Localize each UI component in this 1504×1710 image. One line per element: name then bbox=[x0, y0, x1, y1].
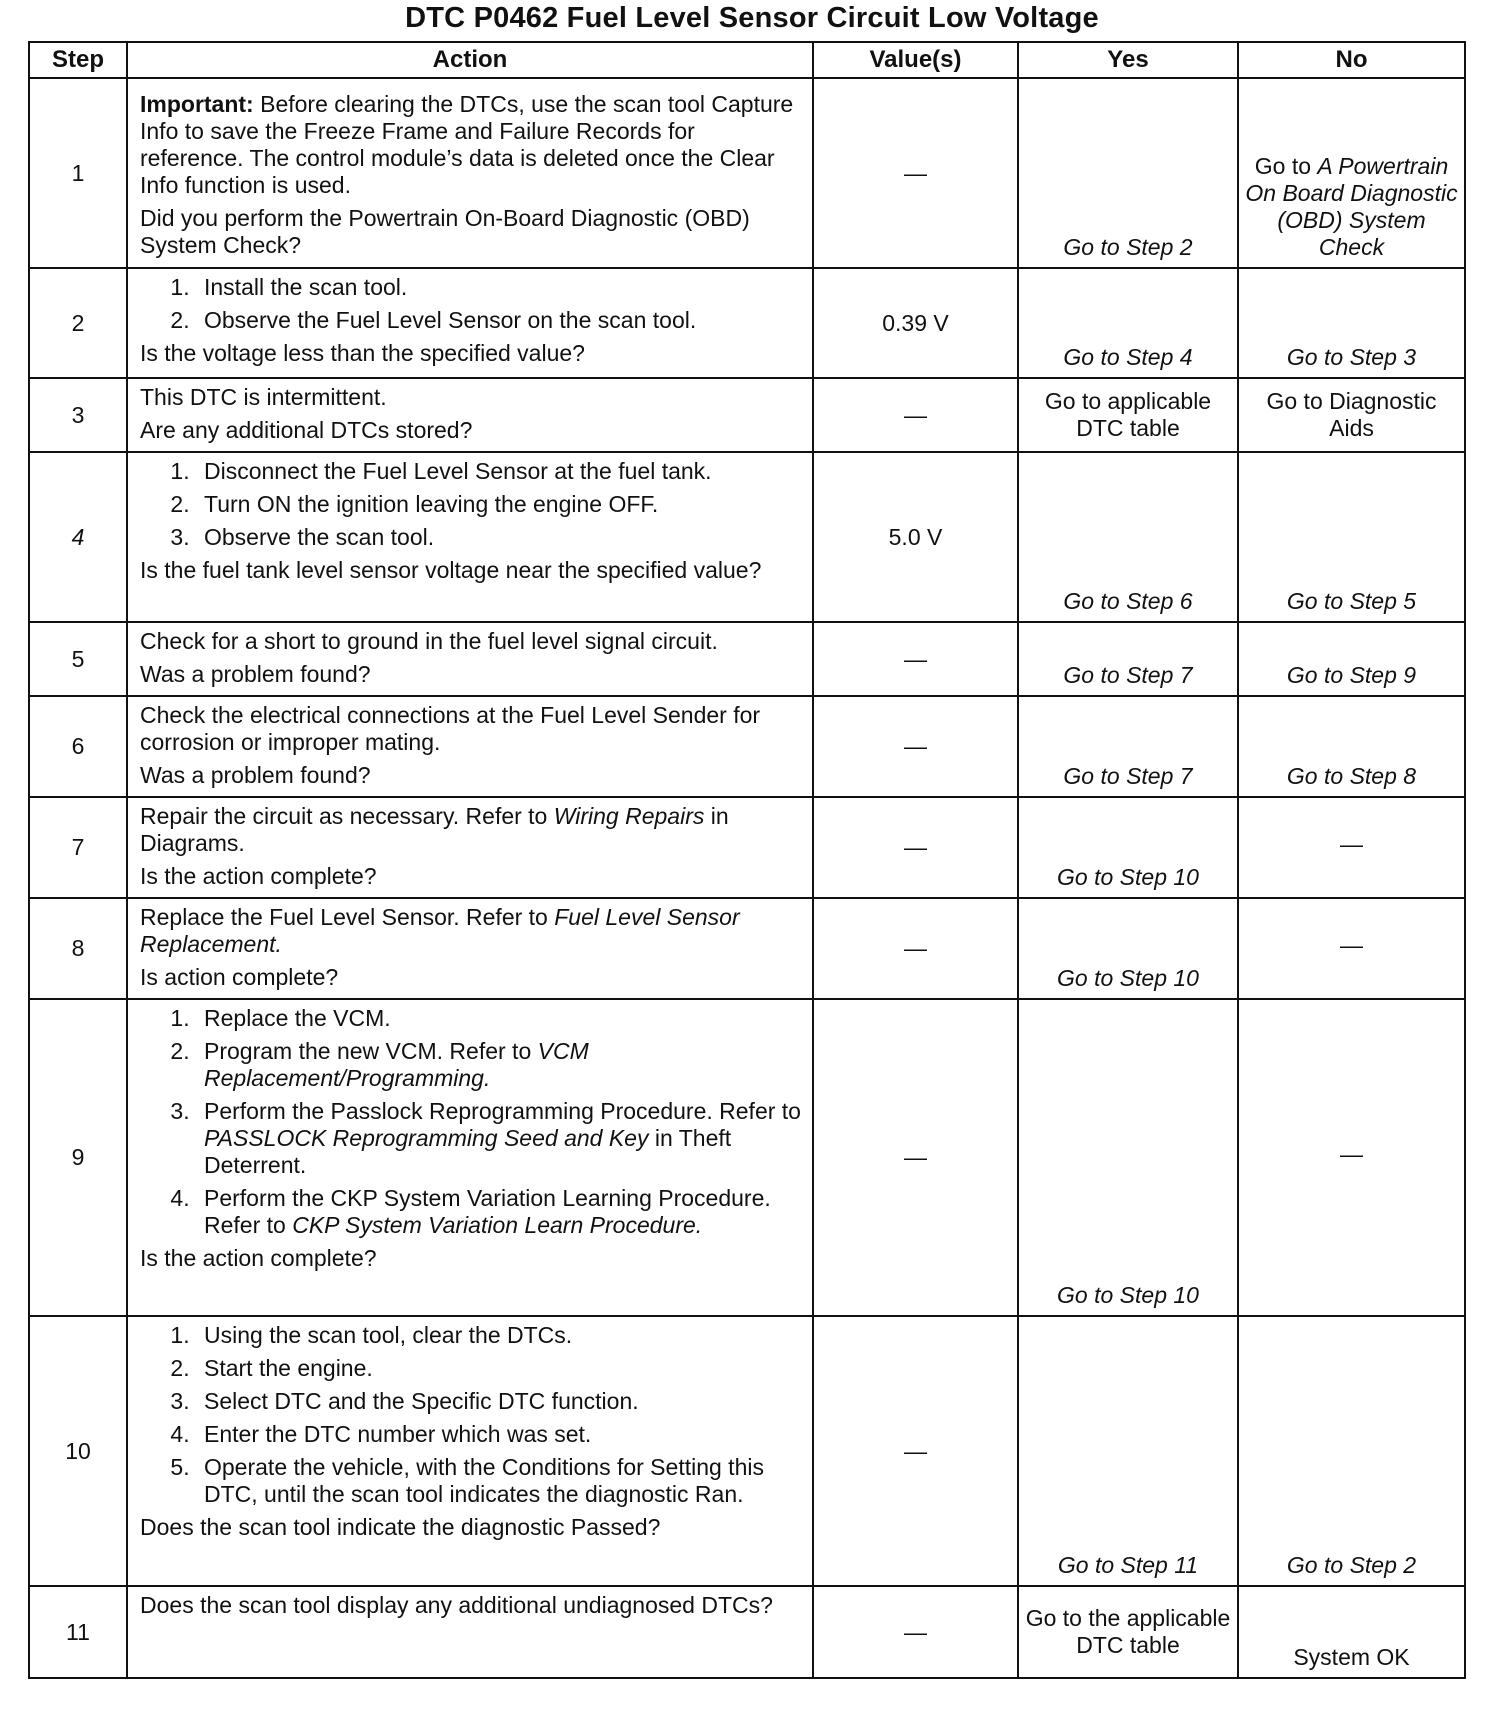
table-row bbox=[29, 696, 1465, 797]
step-number: 2 bbox=[29, 268, 127, 378]
table-row bbox=[29, 268, 1465, 378]
no-cell: System OK bbox=[1238, 1586, 1465, 1678]
no-cell: Go to Step 2 bbox=[1238, 1316, 1465, 1586]
value-cell: 0.39 V bbox=[813, 268, 1018, 378]
action-step: 2. Turn ON the ignition leaving the engine OFF. bbox=[196, 491, 804, 518]
question: Are any additional DTCs stored? bbox=[140, 417, 473, 443]
value-cell: — bbox=[813, 378, 1018, 452]
table-header-row bbox=[29, 42, 1465, 78]
no-cell: Go to Diagnostic Aids bbox=[1238, 378, 1465, 452]
header-action: Action bbox=[127, 42, 813, 78]
step-number: 5 bbox=[29, 622, 127, 696]
yes-cell: Go to the applicable DTC table bbox=[1018, 1586, 1238, 1678]
no-cell: Go to A Powertrain On Board Diagnostic (OBD) System Check bbox=[1238, 78, 1465, 268]
action-cell bbox=[127, 268, 813, 378]
action-steps bbox=[140, 274, 804, 334]
action-step: 1. Replace the VCM. bbox=[196, 1005, 804, 1032]
page-title: DTC P0462 Fuel Level Sensor Circuit Low Voltage bbox=[405, 2, 1099, 34]
action-step: 3. Perform the Passlock Reprogramming Procedure. Refer to PASSLOCK Reprogramming Seed and Key in Theft Deterrent. bbox=[196, 1098, 804, 1179]
step-number: 10 bbox=[29, 1316, 127, 1586]
yes-cell: Go to Step 11 bbox=[1018, 1316, 1238, 1586]
action-step: 2. Start the engine. bbox=[196, 1355, 804, 1382]
action-text: Replace the Fuel Level Sensor. Refer to Fuel Level Sensor Replacement. bbox=[140, 904, 740, 957]
question: Is the fuel tank level sensor voltage near the specified value? bbox=[140, 557, 762, 583]
value-cell: — bbox=[813, 797, 1018, 898]
step-number: 11 bbox=[29, 1586, 127, 1678]
yes-cell: Go to Step 4 bbox=[1018, 268, 1238, 378]
action-cell bbox=[127, 78, 813, 268]
action-cell bbox=[127, 898, 813, 999]
action-cell bbox=[127, 999, 813, 1316]
action-step: 1. Disconnect the Fuel Level Sensor at the fuel tank. bbox=[196, 458, 804, 485]
action-steps bbox=[140, 1005, 804, 1239]
action-steps bbox=[140, 1322, 804, 1508]
action-cell bbox=[127, 696, 813, 797]
value-cell: — bbox=[813, 898, 1018, 999]
action-step: 3. Select DTC and the Specific DTC function. bbox=[196, 1388, 804, 1415]
value-cell: — bbox=[813, 78, 1018, 268]
question: Is the voltage less than the specified value? bbox=[140, 340, 585, 366]
action-steps bbox=[140, 458, 804, 551]
question: Is action complete? bbox=[140, 964, 339, 990]
value-cell: — bbox=[813, 696, 1018, 797]
step-number: 6 bbox=[29, 696, 127, 797]
question: Does the scan tool display any additional undiagnosed DTCs? bbox=[140, 1592, 773, 1618]
action-text: This DTC is intermittent. bbox=[140, 384, 387, 410]
header-values: Value(s) bbox=[813, 42, 1018, 78]
no-cell: Go to Step 9 bbox=[1238, 622, 1465, 696]
yes-cell: Go to Step 10 bbox=[1018, 999, 1238, 1316]
yes-cell: Go to Step 10 bbox=[1018, 898, 1238, 999]
table-row bbox=[29, 622, 1465, 696]
table-row bbox=[29, 1316, 1465, 1586]
step-number: 3 bbox=[29, 378, 127, 452]
action-step: 1. Install the scan tool. bbox=[196, 274, 804, 301]
action-cell bbox=[127, 378, 813, 452]
no-cell: — bbox=[1238, 999, 1465, 1316]
action-text: Check for a short to ground in the fuel level signal circuit. bbox=[140, 628, 718, 654]
value-cell: — bbox=[813, 999, 1018, 1316]
important-label: Important: bbox=[140, 91, 254, 117]
header-no: No bbox=[1238, 42, 1465, 78]
yes-cell: Go to Step 7 bbox=[1018, 622, 1238, 696]
question: Is the action complete? bbox=[140, 1245, 377, 1271]
header-step: Step bbox=[29, 42, 127, 78]
action-step: 1. Using the scan tool, clear the DTCs. bbox=[196, 1322, 804, 1349]
step-number: 8 bbox=[29, 898, 127, 999]
action-step: 5. Operate the vehicle, with the Conditions for Setting this DTC, until the scan tool indicates the diagnostic Ran. bbox=[196, 1454, 804, 1508]
action-step: 2. Program the new VCM. Refer to VCM Replacement/Programming. bbox=[196, 1038, 804, 1092]
step-number: 1 bbox=[29, 78, 127, 268]
action-text: Check the electrical connections at the Fuel Level Sender for corrosion or improper mating. bbox=[140, 702, 761, 755]
header-yes: Yes bbox=[1018, 42, 1238, 78]
question: Does the scan tool indicate the diagnostic Passed? bbox=[140, 1514, 661, 1540]
yes-cell: Go to applicable DTC table bbox=[1018, 378, 1238, 452]
question: Was a problem found? bbox=[140, 762, 371, 788]
action-cell bbox=[127, 1316, 813, 1586]
question: Was a problem found? bbox=[140, 661, 371, 687]
table-row bbox=[29, 797, 1465, 898]
yes-cell: Go to Step 7 bbox=[1018, 696, 1238, 797]
no-cell: — bbox=[1238, 898, 1465, 999]
step-number: 7 bbox=[29, 797, 127, 898]
yes-cell: Go to Step 6 bbox=[1018, 452, 1238, 622]
no-cell: — bbox=[1238, 797, 1465, 898]
action-step: 4. Perform the CKP System Variation Learning Procedure. Refer to CKP System Variation Learn Procedure. bbox=[196, 1185, 804, 1239]
value-cell: — bbox=[813, 1586, 1018, 1678]
action-cell bbox=[127, 622, 813, 696]
yes-cell: Go to Step 2 bbox=[1018, 78, 1238, 268]
diagnostic-table bbox=[28, 41, 1466, 1679]
action-text: Repair the circuit as necessary. Refer to Wiring Repairs in Diagrams. bbox=[140, 803, 729, 856]
action-step: 4. Enter the DTC number which was set. bbox=[196, 1421, 804, 1448]
table-row bbox=[29, 78, 1465, 268]
value-cell: — bbox=[813, 1316, 1018, 1586]
value-cell: 5.0 V bbox=[813, 452, 1018, 622]
action-step: 3. Observe the scan tool. bbox=[196, 524, 804, 551]
table-row bbox=[29, 378, 1465, 452]
yes-cell: Go to Step 10 bbox=[1018, 797, 1238, 898]
no-cell: Go to Step 8 bbox=[1238, 696, 1465, 797]
step-number: 4 bbox=[29, 452, 127, 622]
action-cell bbox=[127, 797, 813, 898]
action-step: 2. Observe the Fuel Level Sensor on the scan tool. bbox=[196, 307, 804, 334]
action-cell bbox=[127, 452, 813, 622]
no-cell: Go to Step 3 bbox=[1238, 268, 1465, 378]
table-row bbox=[29, 898, 1465, 999]
table-row bbox=[29, 999, 1465, 1316]
table-row bbox=[29, 1586, 1465, 1678]
value-cell: — bbox=[813, 622, 1018, 696]
action-cell bbox=[127, 1586, 813, 1678]
question: Did you perform the Powertrain On-Board Diagnostic (OBD) System Check? bbox=[140, 205, 750, 258]
step-number: 9 bbox=[29, 999, 127, 1316]
question: Is the action complete? bbox=[140, 863, 377, 889]
important-note: Important: Before clearing the DTCs, use the scan tool Capture Info to save the Freeze Frame and Failure Records for reference. The control module’s data is deleted once the Clear Info function is used. bbox=[140, 91, 794, 198]
table-row bbox=[29, 452, 1465, 622]
no-cell: Go to Step 5 bbox=[1238, 452, 1465, 622]
